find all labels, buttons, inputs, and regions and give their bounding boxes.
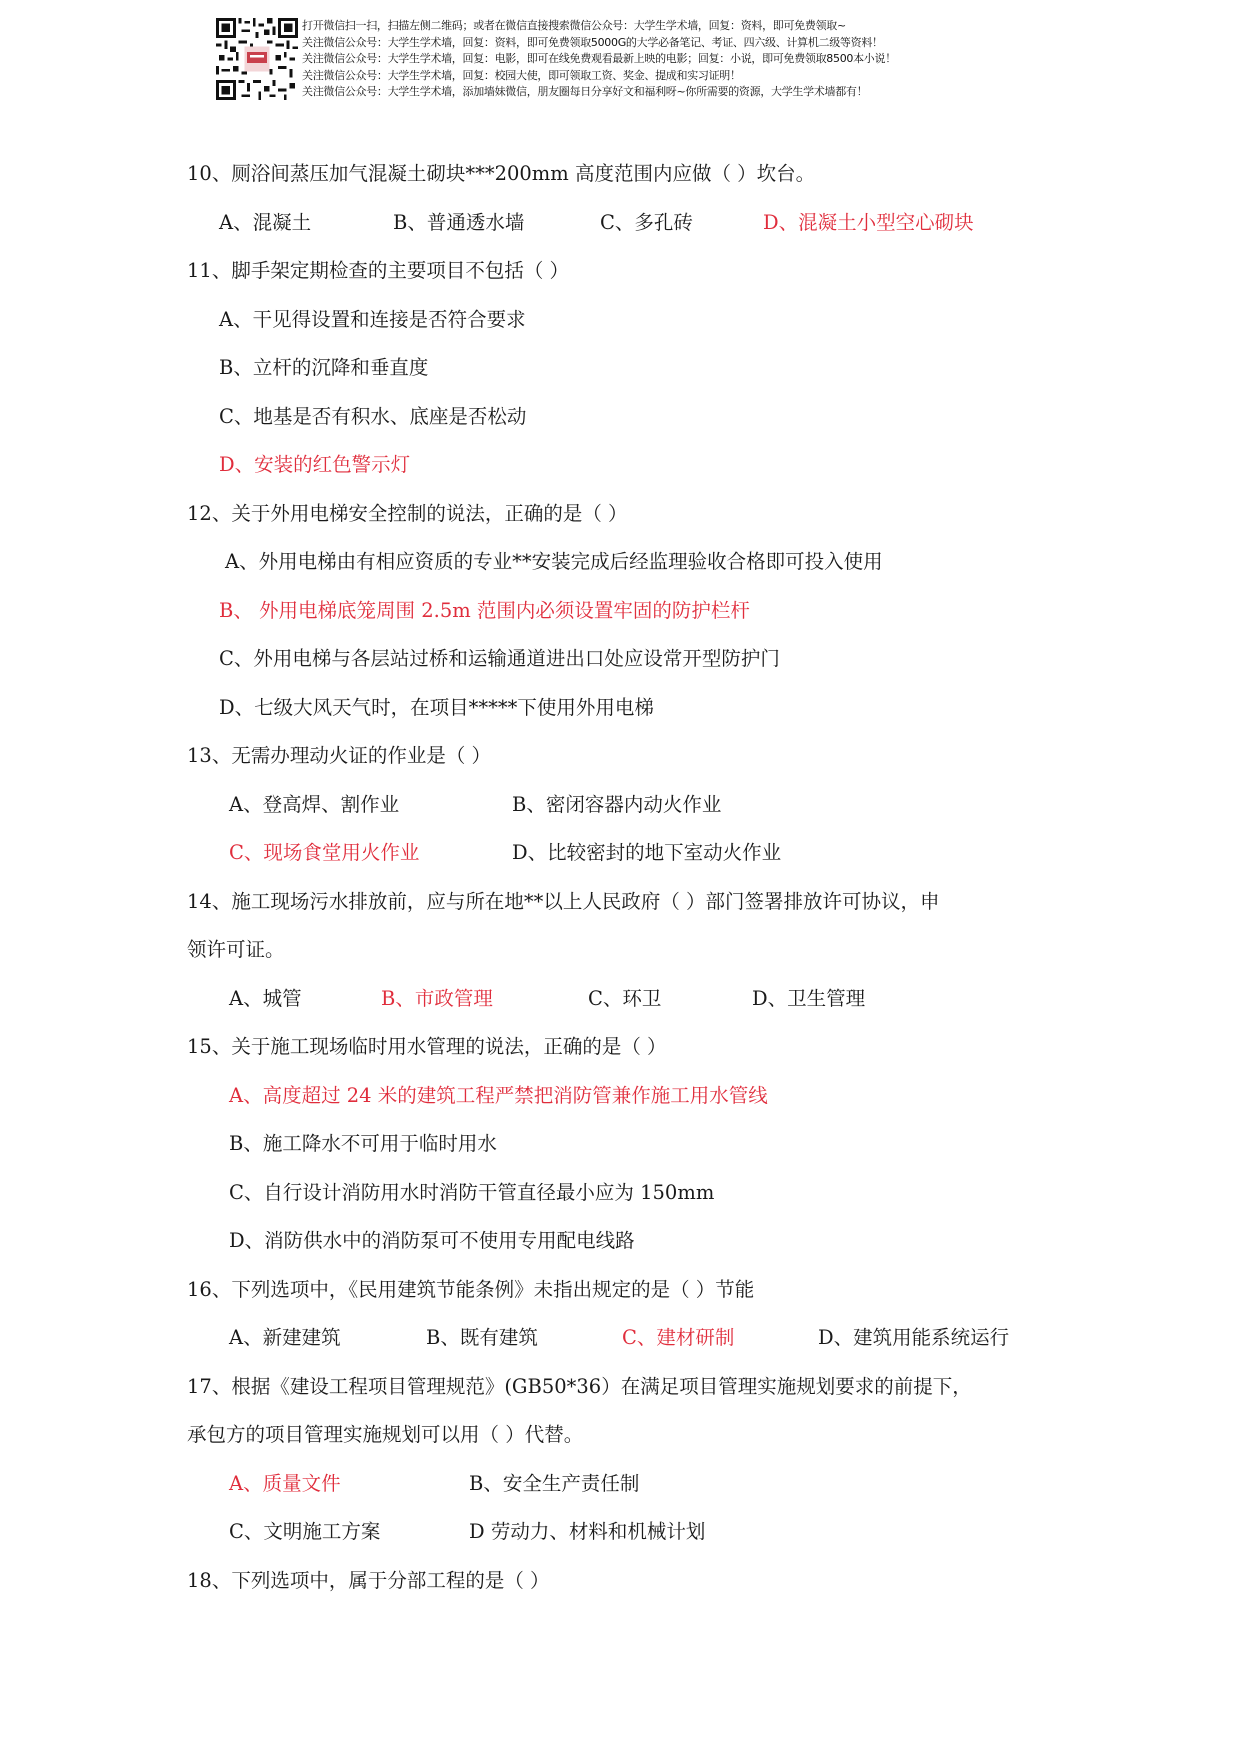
question-stem: 10、厕浴间蒸压加气混凝土砌块***200mm 高度范围内应做（ ）坎台。 — [187, 162, 816, 185]
promo-line: 关注微信公众号：大学生学术墙，回复：校园大使，即可领取工资、奖金、提成和实习证明！ — [302, 68, 741, 82]
option-a-answer: A、质量文件 — [229, 1472, 341, 1495]
option-c: C、环卫 — [588, 987, 662, 1010]
option-c: C、自行设计消防用水时消防干管直径最小应为 150mm — [229, 1181, 715, 1204]
question-stem: 12、关于外用电梯安全控制的说法，正确的是（ ） — [187, 502, 628, 525]
question-stem: 15、关于施工现场临时用水管理的说法，正确的是（ ） — [187, 1035, 667, 1058]
promo-line: 打开微信扫一扫，扫描左侧二维码；或者在微信直接搜索微信公众号：大学生学术墙，回复：资料，即可免费领取~ — [302, 19, 846, 32]
option-c-answer: C、现场食堂用火作业 — [229, 841, 420, 864]
option-d: D、建筑用能系统运行 — [818, 1326, 1010, 1349]
option-d: D、比较密封的地下室动火作业 — [512, 841, 782, 864]
option-d-answer: D、混凝土小型空心砌块 — [763, 211, 974, 234]
option-d-answer: D、安装的红色警示灯 — [219, 453, 411, 476]
option-b: B、普通透水墙 — [393, 211, 525, 234]
question-stem: 11、脚手架定期检查的主要项目不包括（ ） — [187, 259, 570, 282]
option-a: A、混凝土 — [219, 211, 312, 234]
option-c: C、文明施工方案 — [229, 1520, 381, 1543]
option-b-answer: B、 外用电梯底笼周围 2.5m 范围内必须设置牢固的防护栏杆 — [219, 599, 750, 622]
question-stem: 17、根据《建设工程项目管理规范》(GB50*36）在满足项目管理实施规划要求的前提下， — [187, 1375, 972, 1398]
promo-header — [216, 18, 896, 102]
option-b: B、立杆的沉降和垂直度 — [219, 356, 429, 379]
question-stem: 13、无需办理动火证的作业是（ ） — [187, 744, 492, 767]
question-stem: 18、下列选项中，属于分部工程的是（ ） — [187, 1569, 550, 1592]
question-stem-cont: 承包方的项目管理实施规划可以用（ ）代替。 — [187, 1423, 584, 1446]
option-b: B、安全生产责任制 — [469, 1472, 640, 1495]
question-stem-cont: 领许可证。 — [187, 938, 285, 961]
option-a: A、外用电梯由有相应资质的专业**安装完成后经监理验收合格即可投入使用 — [225, 550, 883, 573]
promo-line: 关注微信公众号：大学生学术墙，添加墙妹微信，朋友圈每日分享好文和福利呀~你所需要的资源，大学生学术墙都有！ — [302, 85, 868, 98]
option-b: B、施工降水不可用于临时用水 — [229, 1132, 497, 1155]
option-d: D、消防供水中的消防泵可不使用专用配电线路 — [229, 1229, 635, 1252]
promo-text — [302, 18, 896, 102]
option-d: D、卫生管理 — [752, 987, 866, 1010]
qr-code-icon — [216, 18, 298, 100]
option-a: A、城管 — [229, 987, 302, 1010]
option-d: D、七级大风天气时，在项目*****下使用外用电梯 — [219, 696, 654, 719]
option-c: C、外用电梯与各层站过桥和运输通道进出口处应设常开型防护门 — [219, 647, 780, 670]
question-stem: 16、下列选项中，《民用建筑节能条例》未指出规定的是（ ）节能 — [187, 1278, 755, 1301]
promo-line: 关注微信公众号：大学生学术墙，回复：电影，即可在线免费观看最新上映的电影；回复：小说，即可免费领取8500本小说！ — [302, 52, 896, 65]
question-stem: 14、施工现场污水排放前，应与所在地**以上人民政府（ ）部门签署排放许可协议，申 — [187, 890, 940, 913]
option-a: A、干见得设置和连接是否符合要求 — [219, 308, 526, 331]
option-d: D 劳动力、材料和机械计划 — [469, 1520, 706, 1543]
option-a: A、登高焊、割作业 — [229, 793, 400, 816]
option-b: B、既有建筑 — [426, 1326, 538, 1349]
option-c: C、地基是否有积水、底座是否松动 — [219, 405, 527, 428]
option-b-answer: B、市政管理 — [381, 987, 493, 1010]
option-a-answer: A、高度超过 24 米的建筑工程严禁把消防管兼作施工用水管线 — [229, 1084, 768, 1107]
option-a: A、新建建筑 — [229, 1326, 341, 1349]
option-c-answer: C、建材研制 — [622, 1326, 735, 1349]
option-c: C、多孔砖 — [600, 211, 693, 234]
option-b: B、密闭容器内动火作业 — [512, 793, 722, 816]
promo-line: 关注微信公众号：大学生学术墙，回复：资料，即可免费领取5000G的大学必备笔记、考证、四六级、计算机二级等资料！ — [302, 35, 883, 49]
